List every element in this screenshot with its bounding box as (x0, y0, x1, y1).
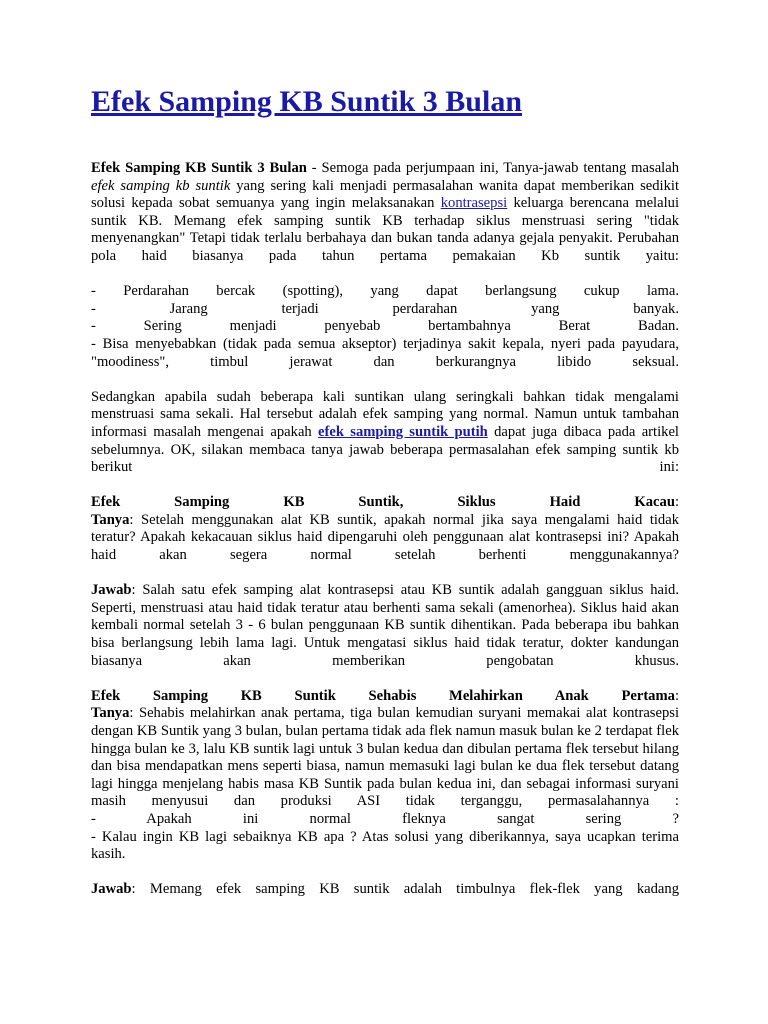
section-2-question: : Sehabis melahirkan anak pertama, tiga bulan kemudian suryani memakai alat kontrasepsi dengan KB Suntik yang 3 bulan, bulan pertama tidak ada flek namun masuk bulan ke 2 terdapat flek hingga bulan ke 3, lalu KB suntik lagi untuk 3 bulan kedua dan dibulan pertama flek tersebut hilang dan bisa mendapatkan mens seperti biasa, namun memasuki lagi bulan ke dua flek tersebut datang lagi hingga menjelang habis masa KB Suntik pada bulan kedua ini, dan sebagai informasi suryani masih menyusui dan produksi ASI tidak terganggu, permasalahannya : (91, 705, 679, 810)
list-item: - Perdarahan bercak (spotting), yang dapat berlangsung cukup lama. (91, 283, 679, 300)
section-1-heading: Efek Samping KB Suntik, Siklus Haid Kacau: (91, 494, 679, 511)
jawab-label: Jawab (91, 881, 132, 898)
list-item: - Sering menjadi penyebab bertambahnya Berat Badan. (91, 318, 679, 335)
article-body (91, 160, 679, 917)
intro-bold-lead: Efek Samping KB Suntik 3 Bulan (91, 160, 307, 176)
intro-text-1: - Semoga pada perjumpaan ini, Tanya-jawab tentang masalah (306, 160, 679, 176)
section-2-answer (91, 881, 679, 899)
para2-text-1: Sedangkan apabila sudah beberapa kali suntikan ulang seringkali bahkan tidak mengalami menstruasi sama sekali. Hal tersebut adalah efek samping yang normal. Namun untuk tambahan informasi masalah mengenai apakah (91, 388, 679, 440)
section-1-answer-text: : Salah satu efek samping alat kontrasepsi atau KB suntik adalah gangguan siklus haid. Seperti, menstruasi atau haid tidak teratur atau berhenti sama sekali (amenorhea). Siklus haid akan kembali normal setelah 3 - 6 bulan penggunaan KB suntik dihentikan. Pada beberapa ibu bahkan bisa berlangsung lebih lama lagi. Untuk mengatasi siklus haid tidak teratur, dokter kandungan biasanya akan memberikan pengobatan khusus. (91, 582, 679, 669)
section-2-q2: - Kalau ingin KB lagi sebaiknya KB apa ? Atas solusi yang diberikannya, saya ucapkan terima kasih. (91, 828, 679, 863)
tanya-label: Tanya (91, 511, 130, 528)
side-effects-list (91, 283, 679, 371)
kontrasepsi-link[interactable]: kontrasepsi (440, 195, 508, 212)
section-2-answer-text: : Memang efek samping KB suntik adalah timbulnya flek-flek yang kadang (131, 881, 679, 898)
section-2 (91, 688, 679, 864)
section-1-heading-text: Efek Samping KB Suntik, Siklus Haid Kacau (91, 494, 675, 511)
section-2-question-block (91, 705, 679, 811)
intro-text-3: keluarga berencana melalui suntik KB. Memang efek samping suntik KB terhadap siklus menstruasi sering "tidak menyenangkan" Tetapi tidak terlalu berbahaya dan bukan tanda adanya gejala penyakit. Perubahan pola haid biasanya pada tahun pertama pemakaian Kb suntik yaitu: (91, 195, 679, 264)
intro-paragraph (91, 160, 679, 266)
page-title[interactable]: Efek Samping KB Suntik 3 Bulan (91, 85, 523, 118)
list-item: - Bisa menyebabkan (tidak pada semua akseptor) terjadinya sakit kepala, nyeri pada payudara, "moodiness", timbul jerawat dan berkurangnya libido seksual. (91, 335, 679, 370)
intro-text-2: yang sering kali menjadi permasalahan wanita dapat memberikan sedikit solusi kepada sobat semuanya yang ingin melaksanakan (91, 177, 679, 212)
section-1-answer (91, 582, 679, 670)
section-1 (91, 494, 679, 564)
jawab-label: Jawab (91, 582, 132, 599)
intro-italic: efek samping kb suntik (91, 177, 231, 194)
section-1-question: : Setelah menggunakan alat KB suntik, apakah normal jika saya mengalami haid tidak teratur? Apakah kekacauan siklus haid dipengaruhi oleh penggunaan alat kontrasepsi ini? Apakah haid akan segera normal setelah berhenti menggunakannya? (91, 511, 679, 564)
para2-text-2: dapat juga dibaca pada artikel sebelumnya. OK, silakan membaca tanya jawab beberapa permasalahan efek samping suntik kb berikut ini: (91, 423, 679, 476)
section-2-heading-text: Efek Samping KB Suntik Sehabis Melahirkan Anak Pertama (91, 687, 675, 704)
list-item: - Jarang terjadi perdarahan yang banyak. (91, 300, 679, 317)
efek-samping-suntik-putih-link[interactable]: efek samping suntik putih (318, 423, 488, 440)
second-paragraph (91, 389, 679, 477)
tanya-label: Tanya (91, 705, 130, 722)
section-2-q1: - Apakah ini normal fleknya sangat sering ? (91, 810, 679, 827)
section-2-heading: Efek Samping KB Suntik Sehabis Melahirkan Anak Pertama: (91, 687, 679, 704)
